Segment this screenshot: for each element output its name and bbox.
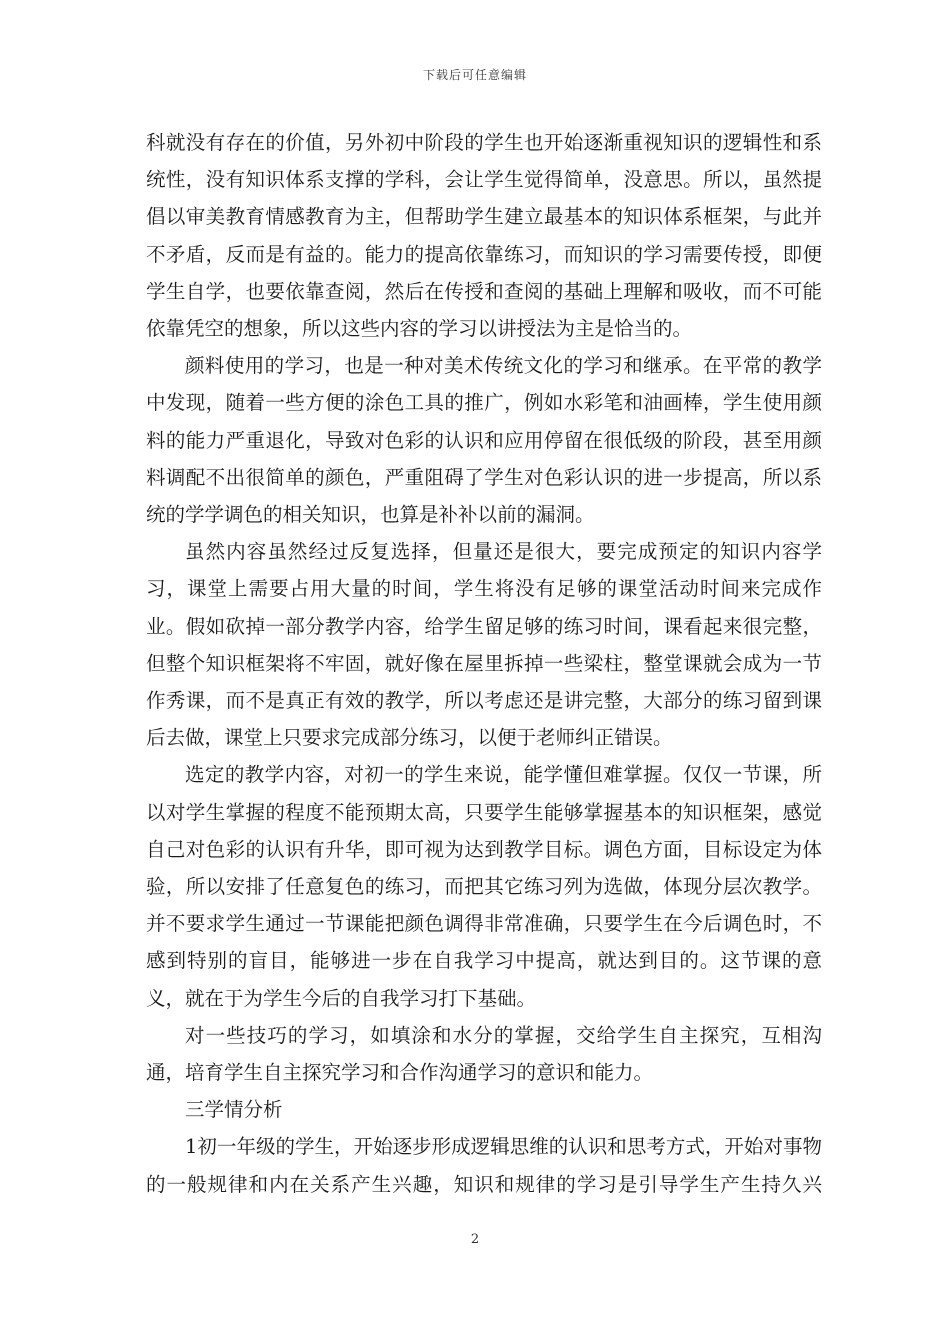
paragraph-2: 颜料使用的学习，也是一种对美术传统文化的学习和继承。在平常的教学中发现，随着一些方便的涂色工具的推广，例如水彩笔和油画棒，学生使用颜料的能力严重退化，导致对色彩的认识和应用停留在很低级的阶段，甚至用颜料调配不出很简单的颜色，严重阻碍了学生对色彩认识的进一步提高，所以系统的学学调色的相关知识，也算是补补以前的漏洞。 bbox=[146, 354, 822, 527]
paragraph-4: 选定的教学内容，对初一的学生来说，能学懂但难掌握。仅仅一节课，所以对学生掌握的程度不能预期太高，只要学生能够掌握基本的知识框架，感觉自己对色彩的认识有升华，即可视为达到教学目标。调色方面，目标设定为体验，所以安排了任意复色的练习，而把其它练习列为选做，体现分层次教学。并不要求学生通过一节课能把颜色调得非常准确，只要学生在今后调色时，不感到特别的盲目，能够进一步在自我学习中提高，就达到目的。这节课的意义，就在于为学生今后的自我学习打下基础。 bbox=[146, 763, 822, 1010]
paragraph-6: 1初一年级的学生，开始逐步形成逻辑思维的认识和思考方式，开始对事物的一般规律和内在关系产生兴趣，知识和规律的学习是引导学生产生持久兴 bbox=[146, 1135, 822, 1196]
page-header: 下载后可任意编辑 bbox=[422, 68, 527, 82]
page-number: 2 bbox=[470, 1232, 480, 1247]
paragraph-3: 虽然内容虽然经过反复选择，但量还是很大，要完成预定的知识内容学习，课堂上需要占用大量的时间，学生将没有足够的课堂活动时间来完成作业。假如砍掉一部分教学内容，给学生留足够的练习时间，课看起来很完整，但整个知识框架将不牢固，就好像在屋里拆掉一些梁柱，整堂课就会成为一节作秀课，而不是真正有效的教学，所以考虑还是讲完整，大部分的练习留到课后去做，课堂上只要求完成部分练习，以便于老师纠正错误。 bbox=[146, 540, 822, 750]
paragraph-1: 科就没有存在的价值，另外初中阶段的学生也开始逐渐重视知识的逻辑性和系统性，没有知识体系支撑的学科，会让学生觉得简单，没意思。所以，虽然提倡以审美教育情感教育为主，但帮助学生建立最基本的知识体系框架，与此并不矛盾，反而是有益的。能力的提高依靠练习，而知识的学习需要传授，即便学生自学，也要依靠查阅，然后在传授和查阅的基础上理解和吸收，而不可能依靠凭空的想象，所以这些内容的学习以讲授法为主是恰当的。 bbox=[146, 131, 822, 341]
paragraph-5: 对一些技巧的学习，如填涂和水分的掌握，交给学生自主探究，互相沟通，培育学生自主探究学习和合作沟通学习的意识和能力。 bbox=[146, 1023, 822, 1085]
section-heading: 三学情分析 bbox=[185, 1098, 283, 1122]
document-body bbox=[146, 124, 822, 1203]
